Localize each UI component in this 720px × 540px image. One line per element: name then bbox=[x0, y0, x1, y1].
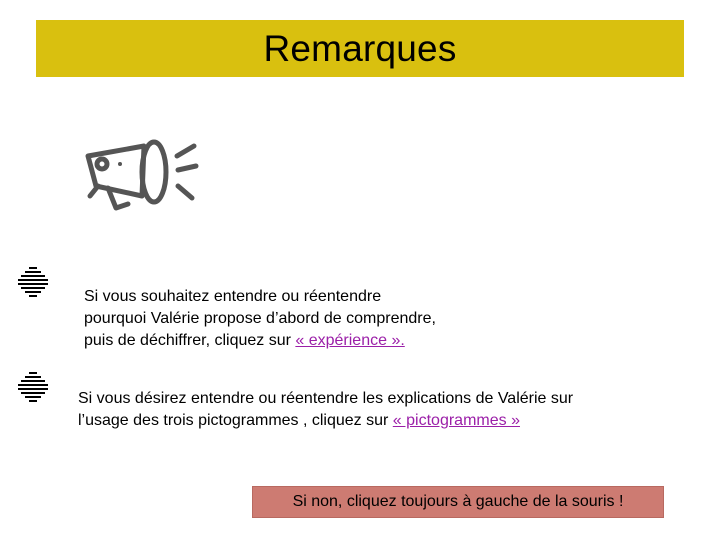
paragraph-text: Si vous désirez entendre ou réentendre les explications de Valérie sur bbox=[78, 390, 574, 407]
experience-link[interactable]: « expérience ». bbox=[295, 332, 405, 349]
paragraph-text: l’usage des trois pictogrammes , cliquez sur bbox=[78, 412, 393, 429]
paragraph-pictogrammes bbox=[78, 388, 678, 432]
continue-button[interactable] bbox=[252, 486, 664, 518]
paragraph-text: pourquoi Valérie propose d’abord de comprendre, bbox=[84, 310, 436, 327]
title-bar bbox=[36, 20, 684, 77]
megaphone-icon bbox=[82, 132, 207, 217]
continue-button-label: Si non, cliquez toujours à gauche de la souris ! bbox=[292, 493, 624, 510]
paragraph-experience bbox=[84, 286, 514, 352]
paragraph-text: puis de déchiffrer, cliquez sur bbox=[84, 332, 296, 349]
paragraph-text: Si vous souhaitez entendre ou réentendre bbox=[84, 288, 382, 305]
diamond-bullet-icon bbox=[16, 265, 50, 301]
pictogrammes-link[interactable]: « pictogrammes » bbox=[392, 412, 520, 429]
page-title: Remarques bbox=[263, 27, 457, 69]
diamond-bullet-icon bbox=[16, 370, 50, 406]
